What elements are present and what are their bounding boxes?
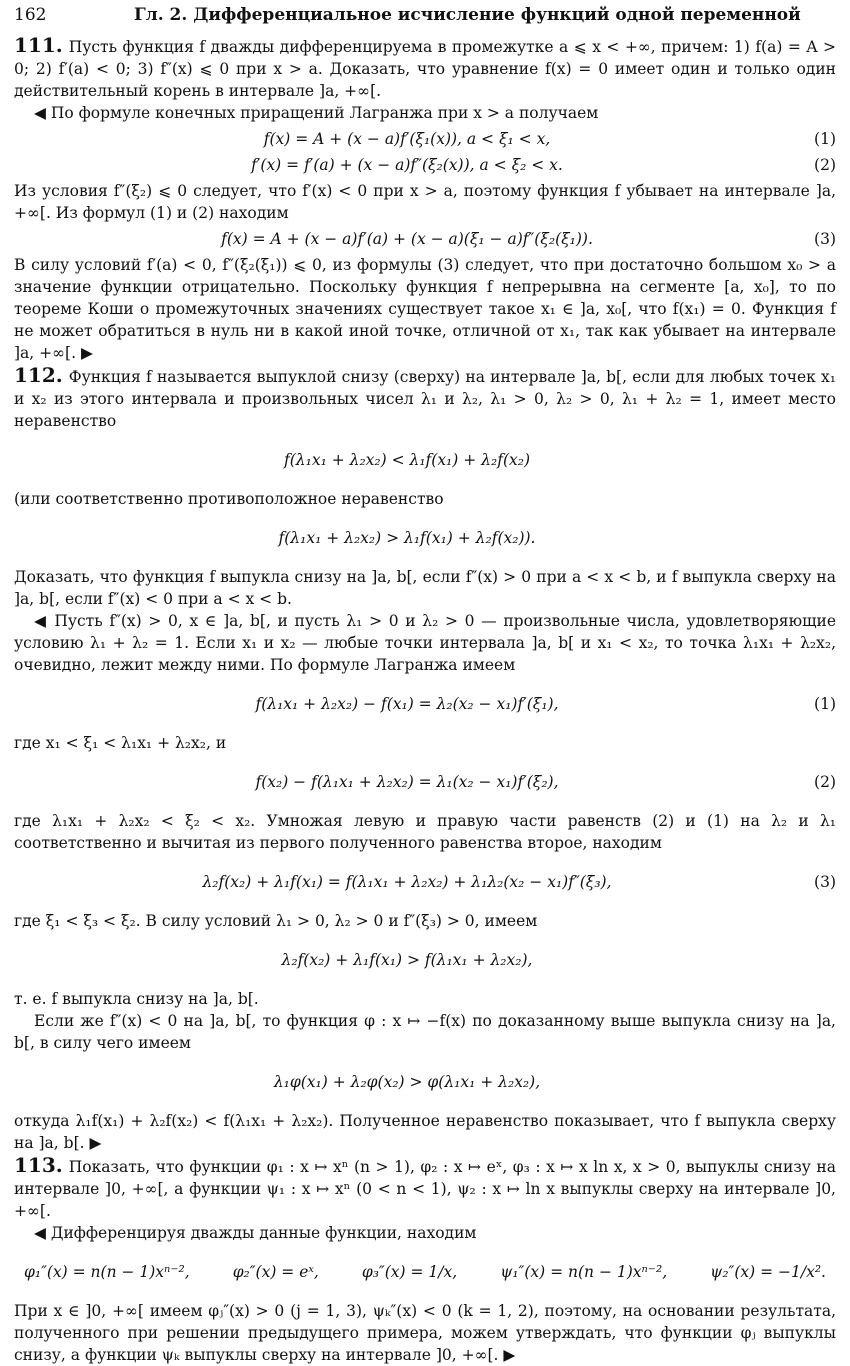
derivative-phi2: φ₂″(x) = eˣ, (232, 1263, 319, 1281)
problem-113-statement: 113. Показать, что функции φ₁ : x ↦ xⁿ (n > 1), φ₂ : x ↦ eˣ, φ₃ : x ↦ x ln x, x > 0, выпуклы снизу на интервале ]0, +∞[, а функции ψ₁ : x ↦ xⁿ (0 < n < 1), ψ₂ : x ↦ ln x выпуклы сверху на интервале ]0, +∞[. (14, 1153, 836, 1220)
derivatives-equation (14, 1246, 836, 1298)
paragraph: где ξ₁ < ξ₃ < ξ₂. В силу условий λ₁ > 0, λ₂ > 0 и f″(ξ₃) > 0, имеем (14, 912, 538, 930)
paragraph: Доказать, что функция f выпукла снизу на ]a, b[, если f″(x) > 0 при a < x < b, и f выпукла сверху на ]a, b[, если f″(x) < 0 при a < x < b. (14, 568, 836, 608)
equation: λ₁φ(x₁) + λ₂φ(x₂) > φ(λ₁x₁ + λ₂x₂), (273, 1073, 541, 1091)
proof-start-mark: ◀ (34, 104, 46, 122)
problem-number: 113. (14, 1153, 63, 1177)
paragraph: В силу условий f′(a) < 0, f″(ξ₂(ξ₁)) ⩽ 0, из формулы (3) следует, что при достаточно большом x₀ > a значение функции отрицательно. Поскольку функция f непрерывна на сегменте [a, x₀], то по теореме Коши о промежуточных значениях существует такое x₁ ∈ ]a, x₀[, что f(x₁) = 0. Функция f не может обратиться в нуль ни в какой иной точке, отличной от x₁, так как убывает на интервале ]a, +∞[. ▶ (14, 256, 836, 362)
proof-intro: ◀ По формуле конечных приращений Лагранжа при x > a получаем (34, 104, 599, 122)
equation-number: (1) (814, 130, 836, 148)
problem-number: 112. (14, 363, 63, 387)
paragraph: где x₁ < ξ₁ < λ₁x₁ + λ₂x₂, и (14, 734, 227, 752)
proof-start-mark: ◀ (34, 612, 48, 630)
problem-112-statement: 112. Функция f называется выпуклой снизу (сверху) на интервале ]a, b[, если для любых точек x₁ и x₂ из этого интервала и произвольных чисел λ₁ и λ₂, λ₁ > 0, λ₂ > 0, λ₁ + λ₂ = 1, имеет место неравенство (14, 363, 836, 430)
chapter-title: Гл. 2. Дифференциальное исчисление функций одной переменной (134, 5, 801, 25)
derivative-phi3: φ₃″(x) = 1/x, (361, 1263, 458, 1281)
proof-intro: ◀ Пусть f″(x) > 0, x ∈ ]a, b[, и пусть λ₁ > 0 и λ₂ > 0 — произвольные числа, удовлетворяющие условию λ₁ + λ₂ = 1. Если x₁ и x₂ — любые точки интервала ]a, b[ и x₁ < x₂, то точка λ₁x₁ + λ₂x₂, очевидно, лежит между ними. По формуле Лагранжа имеем (14, 612, 836, 674)
problem-number: 111. (14, 33, 63, 57)
problem-111 (14, 34, 836, 364)
paragraph: Если же f″(x) < 0 на ]a, b[, то функция φ : x ↦ −f(x) по доказанному выше выпукла снизу на ]a, b[, в силу чего имеем (14, 1012, 836, 1052)
problem-112 (14, 364, 836, 1154)
problem-113 (14, 1154, 836, 1366)
equation: f(λ₁x₁ + λ₂x₂) > λ₁f(x₁) + λ₂f(x₂)). (278, 529, 536, 547)
equation: f(x) = A + (x − a)f′(ξ₁(x)), a < ξ₁ < x, (1) (263, 130, 836, 148)
equation: λ₂f(x₂) + λ₁f(x₁) > f(λ₁x₁ + λ₂x₂), (281, 951, 533, 969)
equation-number: (1) (814, 695, 836, 713)
derivative-psi2: ψ₂″(x) = −1/x². (710, 1263, 826, 1281)
equation: f′(x) = f′(a) + (x − a)f″(ξ₂(x)), a < ξ₂ < x. (2) (251, 156, 836, 174)
page-number: 162 (14, 5, 47, 25)
equation-number: (2) (814, 156, 836, 174)
equation: f(x₂) − f(λ₁x₁ + λ₂x₂) = λ₁(x₂ − x₁)f′(ξ₂), (2) (255, 773, 836, 791)
paragraph: откуда λ₁f(x₁) + λ₂f(x₂) < f(λ₁x₁ + λ₂x₂). Полученное неравенство показывает, что f выпукла сверху на ]a, b[. ▶ (14, 1112, 836, 1152)
proof-end-mark: ▶ (89, 1134, 102, 1152)
equation: f(λ₁x₁ + λ₂x₂) < λ₁f(x₁) + λ₂f(x₂) (284, 451, 530, 469)
proof-end-mark: ▶ (503, 1346, 516, 1364)
paragraph: При x ∈ ]0, +∞[ имеем φⱼ″(x) > 0 (j = 1, 3), ψₖ″(x) < 0 (k = 1, 2), поэтому, на основании результата, полученного при решении предыдущего примера, можем утверждать, что функции φⱼ выпуклы снизу, а функции ψₖ выпуклы сверху на интервале ]0, +∞[. ▶ (14, 1302, 836, 1364)
equation-number: (2) (814, 773, 836, 791)
paragraph: т. е. f выпукла снизу на ]a, b[. (14, 990, 259, 1008)
running-head (14, 4, 836, 26)
derivative-phi1: φ₁″(x) = n(n − 1)xⁿ⁻², (24, 1263, 190, 1281)
equation-number: (3) (814, 873, 836, 891)
proof-intro: ◀ Дифференцируя дважды данные функции, находим (34, 1224, 477, 1242)
proof-start-mark: ◀ (34, 1224, 46, 1242)
paragraph: где λ₁x₁ + λ₂x₂ < ξ₂ < x₂. Умножая левую и правую части равенств (2) и (1) на λ₂ и λ₁ соответственно и вычитая из первого полученного равенства второе, находим (14, 812, 836, 852)
paragraph: (или соответственно противоположное неравенство (14, 490, 444, 508)
problem-111-statement: 111. Пусть функция f дважды дифференцируема в промежутке a ⩽ x < +∞, причем: 1) f(a) = A > 0; 2) f′(a) < 0; 3) f″(x) ⩽ 0 при x > a. Доказать, что уравнение f(x) = 0 имеет один и только один действительный корень в интервале ]a, +∞[. (14, 33, 836, 100)
equation: f(λ₁x₁ + λ₂x₂) − f(x₁) = λ₂(x₂ − x₁)f′(ξ₁), (1) (255, 695, 836, 713)
derivative-psi1: ψ₁″(x) = n(n − 1)xⁿ⁻², (500, 1263, 668, 1281)
proof-end-mark: ▶ (80, 344, 93, 362)
paragraph: Из условия f″(ξ₂) ⩽ 0 следует, что f′(x) < 0 при x > a, поэтому функция f убывает на интервале ]a, +∞[. Из формул (1) и (2) находим (14, 182, 836, 222)
equation-number: (3) (814, 230, 836, 248)
equation: f(x) = A + (x − a)f′(a) + (x − a)(ξ₁ − a)f″(ξ₂(ξ₁)). (3) (221, 230, 836, 248)
equation: λ₂f(x₂) + λ₁f(x₁) = f(λ₁x₁ + λ₂x₂) + λ₁λ₂(x₂ − x₁)f″(ξ₃), (3) (202, 873, 836, 891)
